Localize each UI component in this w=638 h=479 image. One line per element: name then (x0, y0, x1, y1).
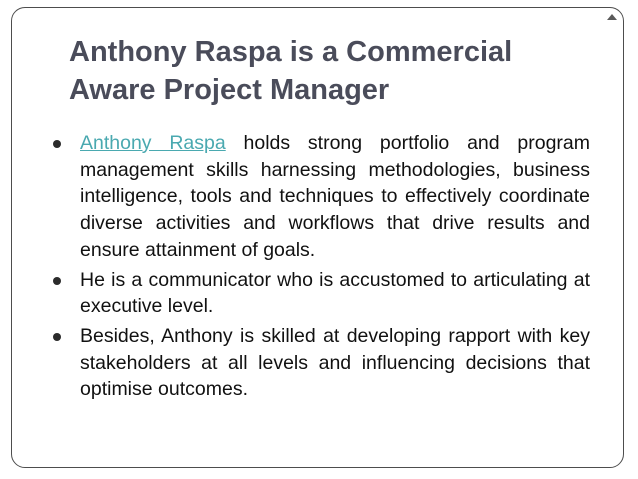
bullet-item (50, 267, 590, 320)
bullet-item (50, 130, 590, 264)
bullet-list (50, 130, 590, 406)
triangle-corner-icon (607, 14, 617, 20)
bullet-text: He is a communicator who is accustomed to articulating at executive level. (80, 268, 590, 318)
slide-title-line-1: Anthony Raspa is a Commercial (69, 36, 513, 68)
slide-title-line-2: Aware Project Manager (69, 74, 390, 106)
bullet-text: holds strong portfolio and program management skills harnessing methodologies, business intelligence, tools and techniques to effectively coordinate diverse activities and workflows that drive results and ensure attainment of goals. (80, 132, 591, 261)
slide-title (69, 33, 589, 109)
bullet-dot-icon (53, 333, 61, 341)
bullet-dot-icon (53, 140, 61, 148)
bullet-item (50, 323, 590, 403)
bullet-text: Besides, Anthony is skilled at developing rapport with key stakeholders at all levels and influencing decisions that optimise outcomes. (80, 324, 590, 401)
bullet-dot-icon (53, 277, 61, 285)
name-link[interactable]: Anthony Raspa (80, 132, 226, 154)
